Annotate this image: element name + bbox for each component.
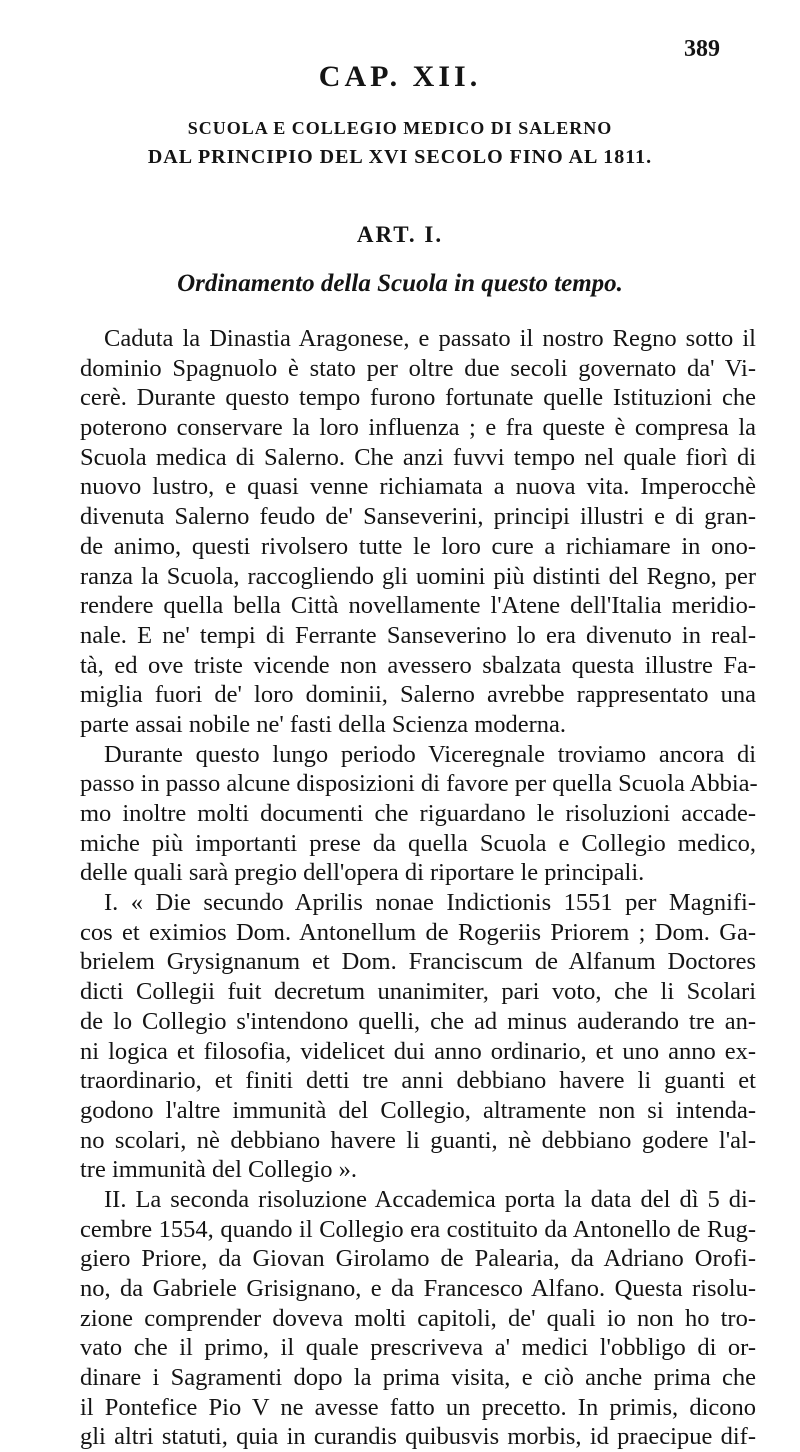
text-line: de lo Collegio s'intendono quelli, che ad minus auderando tre an-	[80, 1007, 756, 1035]
text-line: I. « Die secundo Aprilis nonae Indictionis 1551 per Magnifi-	[104, 889, 756, 917]
text-line: traordinario, et finiti detti tre anni debbiano havere li guanti et	[80, 1067, 756, 1095]
text-line: delle quali sarà pregio dell'opera di riportare le principali.	[80, 859, 645, 887]
text-line: II. La seconda risoluzione Accademica porta la data del dì 5 di-	[104, 1185, 756, 1213]
text-line: dominio Spagnuolo è stato per oltre due secoli governato da' Vi-	[80, 354, 756, 382]
text-line: ranza la Scuola, raccogliendo gli uomini più distinti del Regno, per	[80, 562, 756, 590]
text-line: gli altri statuti, quia in curandis quibusvis morbis, id praecipue dif-	[80, 1423, 756, 1451]
text-line: Caduta la Dinastia Aragonese, e passato il nostro Regno sotto il	[104, 325, 756, 352]
article-label: ART. I.	[356, 222, 444, 247]
chapter-heading: CAP. XII.	[318, 60, 482, 93]
text-line: mo inoltre molti documenti che riguardano le risoluzioni accade-	[80, 800, 756, 827]
text-line: divenuta Salerno feudo de' Sanseverini, principi illustri e di gran-	[80, 503, 756, 531]
text-line: Durante questo lungo periodo Viceregnale troviamo ancora di	[104, 740, 756, 768]
body-text	[80, 324, 756, 1452]
chapter-subtitle-line-1: SCUOLA E COLLEGIO MEDICO DI SALERNO	[187, 118, 613, 138]
text-line: godono l'altre immunità del Collegio, altramente non si intenda-	[80, 1096, 756, 1124]
text-line: dinare i Sagramenti dopo la prima visita, e ciò anche prima che	[80, 1364, 756, 1392]
text-line: Scuola medica di Salerno. Che anzi fuvvi tempo nel quale fiorì di	[80, 443, 756, 471]
text-line: ni logica et filosofia, videlicet dui anno ordinario, et uno anno ex-	[80, 1037, 756, 1065]
text-line: zione comprender doveva molti capitoli, de' quali io non ho tro-	[80, 1304, 756, 1332]
text-line: miche più importanti prese da quella Scuola e Collegio medico,	[80, 829, 756, 857]
text-line: dicti Collegii fuit decretum unanimiter, pari voto, che li Scolari	[80, 978, 756, 1006]
text-line: il Pontefice Pio V ne avesse fatto un precetto. In primis, dicono	[80, 1393, 756, 1421]
text-line: miglia fuori de' loro dominii, Salerno avrebbe rappresentato una	[80, 681, 756, 709]
text-line: poterono conservare la loro influenza ; e fra queste è compresa la	[80, 414, 756, 442]
text-line: no, da Gabriele Grisignano, e da Francesco Alfano. Questa risolu-	[80, 1275, 756, 1302]
text-line: nuovo lustro, e quasi venne richiamata a nuova vita. Imperocchè	[80, 473, 756, 501]
text-line: tre immunità del Collegio ».	[80, 1156, 357, 1184]
text-line: nale. E ne' tempi di Ferrante Sanseverino lo era divenuto in real-	[80, 621, 756, 649]
section-title: Ordinamento della Scuola in questo tempo.	[177, 270, 623, 297]
text-line: passo in passo alcune disposizioni di favore per quella Scuola Abbia-	[80, 770, 758, 798]
text-line: no scolari, nè debbiano havere li guanti, nè debbiano godere l'al-	[80, 1126, 756, 1154]
text-line: cembre 1554, quando il Collegio era costituito da Antonello de Rug-	[80, 1215, 756, 1243]
text-line: vato che il primo, il quale prescriveva a' medici l'obbligo di or-	[80, 1334, 756, 1362]
text-line: parte assai nobile ne' fasti della Scienza moderna.	[80, 710, 567, 738]
text-line: rendere quella bella Città novellamente l'Atene dell'Italia meridio-	[80, 592, 756, 620]
text-line: cerè. Durante questo tempo furono fortunate quelle Istituzioni che	[80, 384, 756, 412]
text-line: giero Priore, da Giovan Girolamo de Palearia, da Adriano Orofi-	[80, 1245, 756, 1273]
text-line: cos et eximios Dom. Antonellum de Rogeriis Priorem ; Dom. Ga-	[80, 918, 756, 946]
text-line: tà, ed ove triste vicende non avessero sbalzata questa illustre Fa-	[80, 651, 756, 679]
chapter-subtitle-line-2: DAL PRINCIPIO DEL XVI SECOLO FINO AL 1811.	[147, 146, 653, 168]
page-number: 389	[684, 36, 720, 62]
text-line: de animo, questi rivolsero tutte le loro cure a richiamare in ono-	[80, 532, 756, 560]
text-line: brielem Grysignanum et Dom. Franciscum de Alfanum Doctores	[80, 948, 756, 976]
